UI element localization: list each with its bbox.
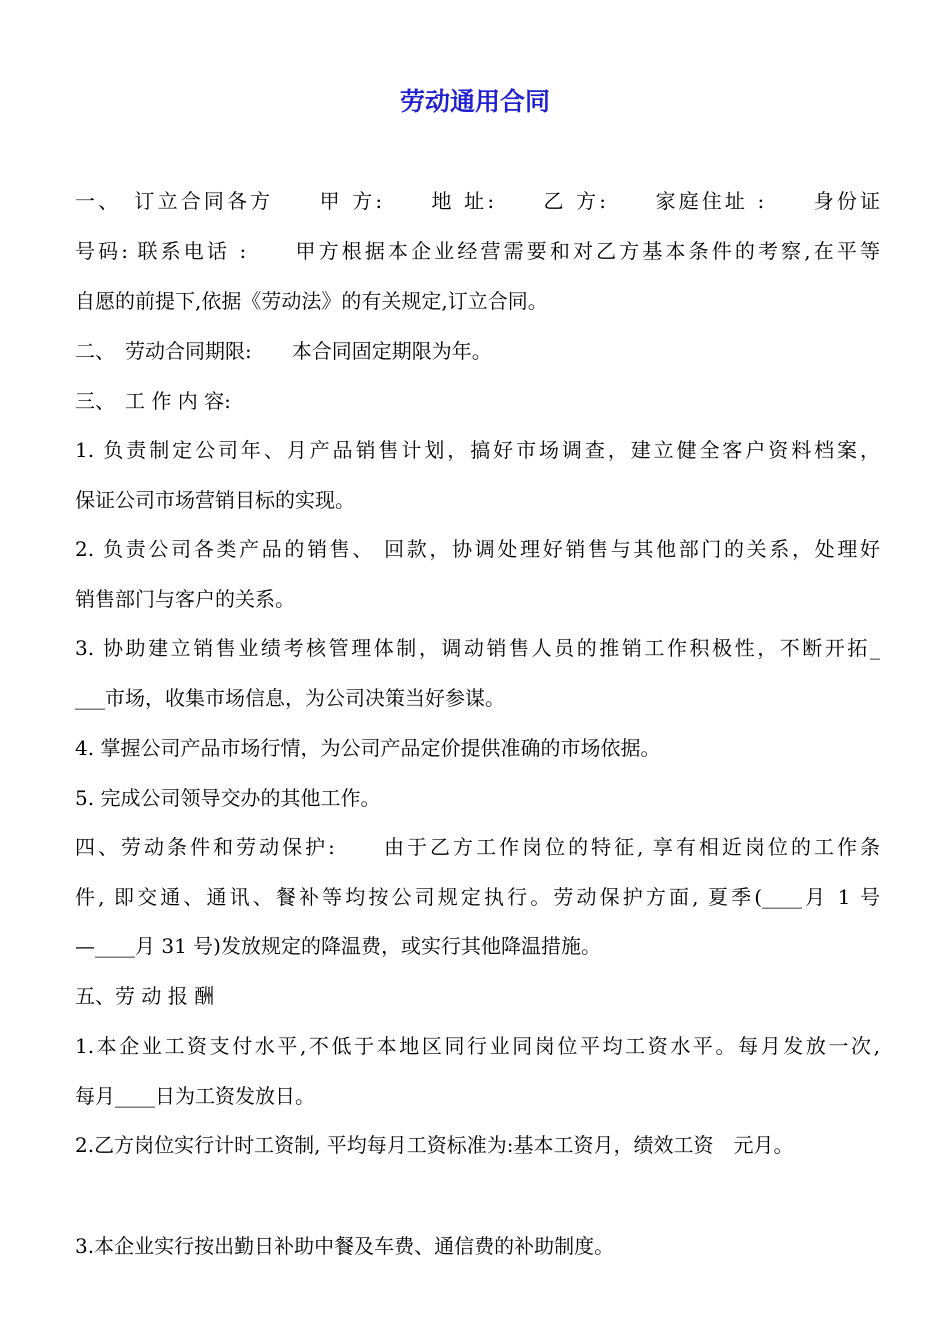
body-line: 四、劳动条件和劳动保护: 由于乙方工作岗位的特征, 享有相近岗位的工作条 <box>75 835 880 859</box>
body-line: 件, 即交通、通讯、餐补等均按公司规定执行。劳动保护方面, 夏季(____月 1 号 <box>75 885 880 909</box>
body-line: 5. 完成公司领导交办的其他工作。 <box>75 786 381 810</box>
body-line: 1.本企业工资支付水平,不低于本地区同行业同岗位平均工资水平。每月发放一次, <box>75 1034 880 1058</box>
body-line: —____月 31 号)发放规定的降温费，或实行其他降温措施。 <box>75 934 601 958</box>
body-line: 号码: 联系电话 : 甲方根据本企业经营需要和对乙方基本条件的考察,在平等 <box>75 239 880 263</box>
document-title: 劳动通用合同 <box>399 87 550 116</box>
body-line: 三、 工 作 内 容: <box>75 389 231 413</box>
body-line: 2. 负责公司各类产品的销售、 回款，协调处理好销售与其他部门的关系，处理好 <box>75 537 880 561</box>
body-line: 每月____日为工资发放日。 <box>75 1084 315 1108</box>
body-line: 销售部门与客户的关系。 <box>75 587 295 611</box>
body-line: 五、劳 动 报 酬 <box>75 984 215 1008</box>
body-line: 2.乙方岗位实行计时工资制, 平均每月工资标准为:基本工资月，绩效工资 元月。 <box>75 1133 794 1157</box>
body-line: 3.本企业实行按出勤日补助中餐及车费、通信费的补助制度。 <box>75 1234 615 1258</box>
body-line: 保证公司市场营销目标的实现。 <box>75 488 355 512</box>
body-line: 自愿的前提下,依据《劳动法》的有关规定,订立合同。 <box>75 289 548 313</box>
body-line: 3. 协助建立销售业绩考核管理体制，调动销售人员的推销工作积极性，不断开拓_ <box>75 636 880 660</box>
body-line: 4. 掌握公司产品市场行情，为公司产品定价提供准确的市场依据。 <box>75 736 661 760</box>
body-line: 一、 订立合同各方 甲 方: 地 址: 乙 方: 家庭住址 : 身份证 <box>75 189 880 213</box>
body-line: 1. 负责制定公司年、月产品销售计划，搞好市场调查，建立健全客户资料档案， <box>75 438 880 462</box>
body-line: 二、 劳动合同期限: 本合同固定期限为年。 <box>75 339 492 363</box>
body-line: ___市场，收集市场信息，为公司决策当好参谋。 <box>75 686 505 710</box>
